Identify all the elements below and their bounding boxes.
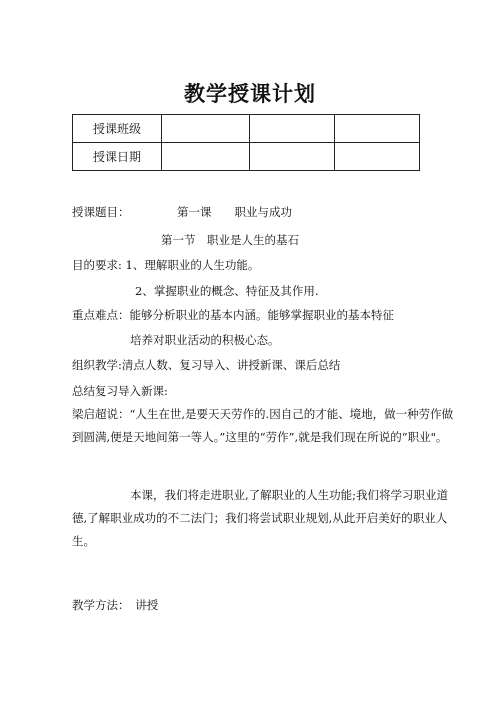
table-cell	[335, 143, 420, 171]
key-points-line-1: 重点难点：能够分析职业的基本内涵。能够掌握职业的基本特征	[72, 308, 394, 322]
review-line: 总结复习导入新课:	[72, 384, 168, 398]
table-cell	[250, 143, 335, 171]
topic-lesson: 第一课 职业与成功	[177, 205, 292, 219]
organize-line: 组织教学:清点人数、复习导入、讲授新课、课后总结	[72, 358, 341, 372]
page-title: 教学授课计划	[184, 82, 316, 106]
table-cell	[162, 143, 250, 171]
table-cell	[335, 115, 420, 143]
topic-section: 第一节 职业是人生的基石	[161, 233, 299, 247]
table-label-class: 授课班级	[73, 115, 162, 143]
topic-label: 授课题目：	[72, 205, 130, 219]
lesson-intro-paragraph: 本课，我们将走进职业,了解职业的人生功能;我们将学习职业道德,了解职业成功的不二法门；我们将尝试职业规划,从此开启美好的职业人生。	[72, 488, 449, 548]
key-points-line-2: 培养对职业活动的积极心态。	[130, 333, 280, 347]
table-cell	[250, 115, 335, 143]
method-line: 教学方法： 讲授	[72, 598, 159, 612]
goal-line-2: 2、掌握职业的概念、特征及其作用.	[135, 284, 319, 298]
goal-line-1: 目的要求: 1、理解职业的人生功能。	[72, 258, 260, 272]
table-cell	[162, 115, 250, 143]
class-info-table	[72, 114, 420, 171]
table-row	[73, 115, 420, 143]
table-label-date: 授课日期	[73, 143, 162, 171]
table-row	[73, 143, 420, 171]
quote-paragraph: 梁启超说：“人生在世,是要天天劳作的.因自己的才能、境地，做一种劳作做到圆满,便是天地间第一等人。”这里的“劳作”,就是我们现在所说的“职业"。	[72, 407, 454, 444]
